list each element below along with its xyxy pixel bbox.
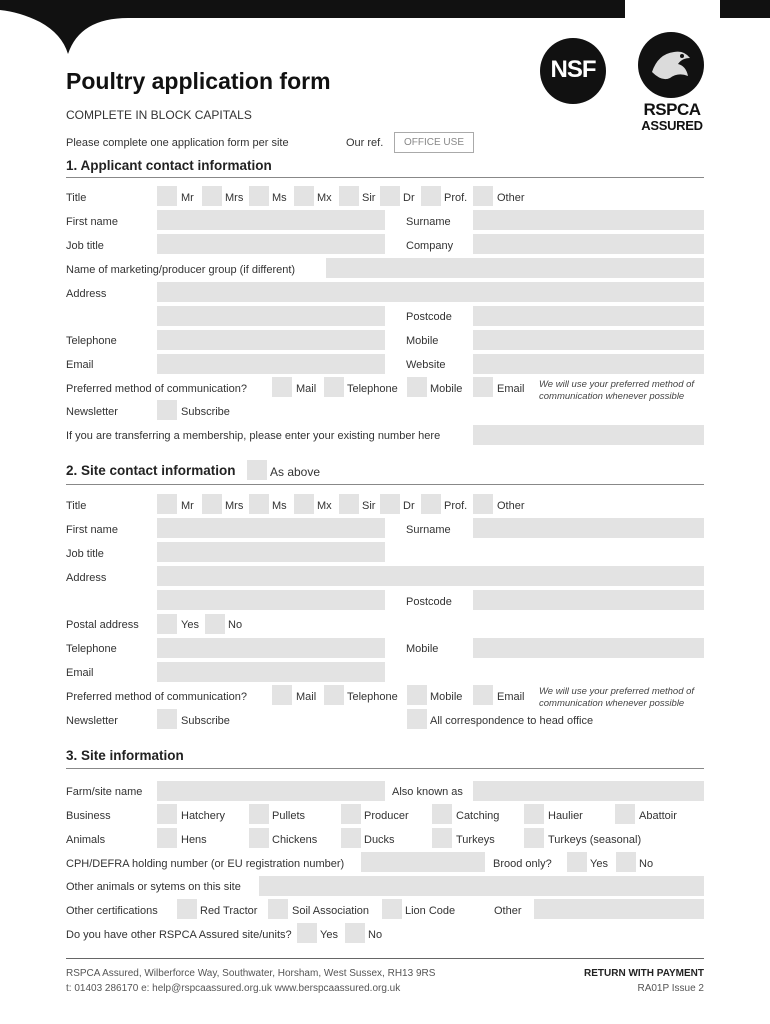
s1-mobile-field[interactable]: [473, 330, 704, 350]
s2-title-mx-label: Mx: [317, 500, 332, 512]
s2-method-mobile-label: Mobile: [430, 691, 463, 703]
s2-telephone-label: Telephone: [66, 643, 117, 655]
section2-rule: [66, 484, 704, 485]
s2-title-other-label: Other: [497, 500, 525, 512]
s2-title-prof-checkbox[interactable]: [421, 494, 441, 514]
section1-heading: 1. Applicant contact information: [66, 158, 272, 173]
s1-title-other-label: Other: [497, 192, 525, 204]
footer-contact: t: 01403 286170 e: help@rspcaassured.org.uk www.berspcaassured.org.uk: [66, 983, 401, 994]
s2-title-mr-checkbox[interactable]: [157, 494, 177, 514]
s1-marketing-group-field[interactable]: [326, 258, 704, 278]
footer-address: RSPCA Assured, Wilberforce Way, Southwater, Horsham, West Sussex, RH13 9RS: [66, 968, 436, 979]
s1-method-mobile-label: Mobile: [430, 383, 463, 395]
s1-address-field-2[interactable]: [157, 306, 385, 326]
s1-website-field[interactable]: [473, 354, 704, 374]
s1-title-sir-checkbox[interactable]: [339, 186, 359, 206]
s1-title-mr-checkbox[interactable]: [157, 186, 177, 206]
s2-method-mail-checkbox[interactable]: [272, 685, 292, 705]
section3-rule: [66, 768, 704, 769]
s3-brood-yes-label: Yes: [590, 858, 608, 870]
s2-telephone-field[interactable]: [157, 638, 385, 658]
s3-brood-yes-checkbox[interactable]: [567, 852, 587, 872]
s3-business-producer-label: Producer: [364, 810, 409, 822]
s3-other-sites-no-label: No: [368, 929, 383, 941]
s2-mobile-label: Mobile: [406, 643, 439, 655]
s2-mobile-field[interactable]: [473, 638, 704, 658]
s1-first-name-field[interactable]: [157, 210, 385, 230]
s3-business-catching-label: Catching: [456, 810, 500, 822]
section3-heading: 3. Site information: [66, 748, 184, 763]
s1-mobile-label: Mobile: [406, 335, 439, 347]
s3-business-haulier-checkbox[interactable]: [524, 804, 544, 824]
s1-method-telephone-checkbox[interactable]: [324, 377, 344, 397]
page-title: Poultry application form: [66, 68, 331, 94]
s2-postal-no-label: No: [228, 619, 243, 631]
s1-email-label: Email: [66, 359, 94, 371]
s1-postcode-label: Postcode: [406, 311, 452, 323]
s2-title-other-checkbox[interactable]: [473, 494, 493, 514]
s1-newsletter-label: Newsletter: [66, 406, 118, 418]
s1-method-email-checkbox[interactable]: [473, 377, 493, 397]
s2-postcode-label: Postcode: [406, 596, 452, 608]
s3-animal-ducks-label: Ducks: [364, 834, 395, 846]
s3-cph-label: CPH/DEFRA holding number (or EU registration number): [66, 858, 345, 870]
s2-title-mr-label: Mr: [181, 500, 194, 512]
s3-cert-other-field[interactable]: [534, 899, 704, 919]
s3-other-animals-field[interactable]: [259, 876, 704, 896]
s2-method-email-label: Email: [497, 691, 525, 703]
s1-surname-label: Surname: [406, 216, 451, 228]
s1-method-mail-checkbox[interactable]: [272, 377, 292, 397]
s3-business-pullets-label: Pullets: [272, 810, 306, 822]
s1-title-other-checkbox[interactable]: [473, 186, 493, 206]
s3-business-pullets-checkbox[interactable]: [249, 804, 269, 824]
s3-animal-turkeys-label: Turkeys: [456, 834, 495, 846]
s1-website-label: Website: [406, 359, 446, 371]
s2-first-name-label: First name: [66, 524, 118, 536]
s1-method-mobile-checkbox[interactable]: [407, 377, 427, 397]
s1-pref-method-label: Preferred method of communication?: [66, 383, 247, 395]
s3-animal-chickens-checkbox[interactable]: [249, 828, 269, 848]
s1-title-sir-label: Sir: [362, 192, 376, 204]
s3-other-sites-yes-label: Yes: [320, 929, 338, 941]
section2-heading: 2. Site contact information: [66, 463, 236, 478]
s3-cert-soil-association-checkbox[interactable]: [268, 899, 288, 919]
s1-title-mr-label: Mr: [181, 192, 194, 204]
s1-address-label: Address: [66, 288, 107, 300]
nsf-logo: NSF: [540, 38, 606, 104]
s3-business-abattoir-checkbox[interactable]: [615, 804, 635, 824]
s2-head-office-label: All correspondence to head office: [430, 715, 594, 727]
per-site-note: Please complete one application form per site: [66, 137, 289, 149]
s1-title-prof-label: Prof.: [444, 192, 468, 204]
s3-business-haulier-label: Haulier: [548, 810, 583, 822]
s2-method-mail-label: Mail: [296, 691, 317, 703]
s2-address-field-2[interactable]: [157, 590, 385, 610]
office-use-box: OFFICE USE: [394, 132, 474, 153]
s2-title-ms-label: Ms: [272, 500, 287, 512]
s3-also-known-label: Also known as: [392, 786, 463, 798]
s2-head-office-checkbox[interactable]: [407, 709, 427, 729]
s3-cert-red-tractor-label: Red Tractor: [200, 905, 258, 917]
s2-job-title-field[interactable]: [157, 542, 385, 562]
s2-newsletter-label: Newsletter: [66, 715, 118, 727]
s1-title-label: Title: [66, 192, 87, 204]
s3-animal-turkeys-seasonal-label: Turkeys (seasonal): [548, 834, 642, 846]
s2-postal-no-checkbox[interactable]: [205, 614, 225, 634]
s1-title-dr-label: Dr: [403, 192, 415, 204]
s2-job-title-label: Job title: [66, 548, 104, 560]
s2-title-label: Title: [66, 500, 87, 512]
s3-brood-label: Brood only?: [493, 858, 552, 870]
s1-subscribe-label: Subscribe: [181, 406, 230, 418]
s3-brood-no-checkbox[interactable]: [616, 852, 636, 872]
s1-first-name-label: First name: [66, 216, 118, 228]
s3-other-sites-no-checkbox[interactable]: [345, 923, 365, 943]
block-capitals-note: COMPLETE IN BLOCK CAPITALS: [66, 108, 252, 122]
s3-cert-red-tractor-checkbox[interactable]: [177, 899, 197, 919]
s2-title-prof-label: Prof.: [444, 500, 468, 512]
s2-postal-address-label: Postal address: [66, 619, 139, 631]
s3-business-catching-checkbox[interactable]: [432, 804, 452, 824]
s1-title-mx-checkbox[interactable]: [294, 186, 314, 206]
s2-title-ms-checkbox[interactable]: [249, 494, 269, 514]
s1-postcode-field[interactable]: [473, 306, 704, 326]
s2-title-dr-label: Dr: [403, 500, 415, 512]
s2-first-name-field[interactable]: [157, 518, 385, 538]
s1-email-field[interactable]: [157, 354, 385, 374]
s2-subscribe-label: Subscribe: [181, 715, 230, 727]
s1-title-mx-label: Mx: [317, 192, 332, 204]
s1-telephone-label: Telephone: [66, 335, 117, 347]
s3-animal-hens-checkbox[interactable]: [157, 828, 177, 848]
section1-rule: [66, 177, 704, 178]
s2-method-email-checkbox[interactable]: [473, 685, 493, 705]
s2-email-label: Email: [66, 667, 94, 679]
s2-address-field-1[interactable]: [157, 566, 704, 586]
s3-animal-turkeys-seasonal-checkbox[interactable]: [524, 828, 544, 848]
s2-address-label: Address: [66, 572, 107, 584]
s2-surname-label: Surname: [406, 524, 451, 536]
s2-method-telephone-checkbox[interactable]: [324, 685, 344, 705]
s2-postal-yes-checkbox[interactable]: [157, 614, 177, 634]
s3-cert-lion-code-checkbox[interactable]: [382, 899, 402, 919]
s3-business-hatchery-label: Hatchery: [181, 810, 226, 822]
s3-animal-turkeys-checkbox[interactable]: [432, 828, 452, 848]
s3-animal-hens-label: Hens: [181, 834, 207, 846]
s2-method-mobile-checkbox[interactable]: [407, 685, 427, 705]
s2-title-sir-checkbox[interactable]: [339, 494, 359, 514]
footer-return-with-payment: RETURN WITH PAYMENT: [584, 968, 704, 979]
s3-animal-chickens-label: Chickens: [272, 834, 318, 846]
s1-title-ms-checkbox[interactable]: [249, 186, 269, 206]
s2-as-above-label: As above: [270, 465, 321, 479]
s2-subscribe-checkbox[interactable]: [157, 709, 177, 729]
s1-method-email-label: Email: [497, 383, 525, 395]
s1-telephone-field[interactable]: [157, 330, 385, 350]
s2-postcode-field[interactable]: [473, 590, 704, 610]
footer-rule: [66, 958, 704, 959]
s3-cert-lion-code-label: Lion Code: [405, 905, 456, 917]
our-ref-label: Our ref.: [346, 137, 384, 149]
s2-postal-yes-label: Yes: [181, 619, 199, 631]
s1-subscribe-checkbox[interactable]: [157, 400, 177, 420]
s3-business-producer-checkbox[interactable]: [341, 804, 361, 824]
s1-surname-field[interactable]: [473, 210, 704, 230]
s2-surname-field[interactable]: [473, 518, 704, 538]
s1-transfer-number-field[interactable]: [473, 425, 704, 445]
s3-also-known-field[interactable]: [473, 781, 704, 801]
s2-title-sir-label: Sir: [362, 500, 376, 512]
s2-as-above-checkbox[interactable]: [247, 460, 267, 480]
s3-business-abattoir-label: Abattoir: [639, 810, 677, 822]
s1-marketing-group-label: Name of marketing/producer group (if different): [66, 264, 296, 276]
s3-other-animals-label: Other animals or sytems on this site: [66, 881, 241, 893]
s1-method-telephone-label: Telephone: [347, 383, 398, 395]
s1-method-mail-label: Mail: [296, 383, 317, 395]
s3-other-sites-yes-checkbox[interactable]: [297, 923, 317, 943]
s3-other-sites-label: Do you have other RSPCA Assured site/units?: [66, 929, 292, 941]
s1-title-mrs-label: Mrs: [225, 192, 244, 204]
s1-company-label: Company: [406, 240, 454, 252]
s3-brood-no-label: No: [639, 858, 654, 870]
s2-pref-method-note: We will use your preferred method of communication whenever possible: [539, 686, 695, 709]
s1-title-ms-label: Ms: [272, 192, 287, 204]
s3-cert-other-label: Other: [494, 905, 522, 917]
s3-farm-name-label: Farm/site name: [66, 786, 143, 798]
s2-email-field[interactable]: [157, 662, 385, 682]
s1-title-dr-checkbox[interactable]: [380, 186, 400, 206]
s2-title-mx-checkbox[interactable]: [294, 494, 314, 514]
s1-company-field[interactable]: [473, 234, 704, 254]
footer-issue: RA01P Issue 2: [637, 983, 704, 994]
s1-title-prof-checkbox[interactable]: [421, 186, 441, 206]
s3-business-hatchery-checkbox[interactable]: [157, 804, 177, 824]
s1-transfer-label: If you are transferring a membership, please enter your existing number here: [66, 430, 441, 442]
s1-title-mrs-checkbox[interactable]: [202, 186, 222, 206]
s3-cert-soil-association-label: Soil Association: [292, 905, 370, 917]
s3-other-certs-label: Other certifications: [66, 905, 158, 917]
s2-title-mrs-checkbox[interactable]: [202, 494, 222, 514]
s3-animal-ducks-checkbox[interactable]: [341, 828, 361, 848]
s3-business-label: Business: [66, 810, 111, 822]
s2-method-telephone-label: Telephone: [347, 691, 398, 703]
rspca-assured-logo: RSPCA ASSURED: [636, 30, 708, 136]
s2-title-dr-checkbox[interactable]: [380, 494, 400, 514]
s3-farm-name-field[interactable]: [157, 781, 385, 801]
s1-address-field-1[interactable]: [157, 282, 704, 302]
s2-pref-method-label: Preferred method of communication?: [66, 691, 247, 703]
s3-animals-label: Animals: [66, 834, 106, 846]
s2-title-mrs-label: Mrs: [225, 500, 244, 512]
s1-job-title-field[interactable]: [157, 234, 385, 254]
s1-pref-method-note: We will use your preferred method of communication whenever possible: [539, 379, 695, 402]
s1-job-title-label: Job title: [66, 240, 104, 252]
s3-cph-field[interactable]: [361, 852, 485, 872]
